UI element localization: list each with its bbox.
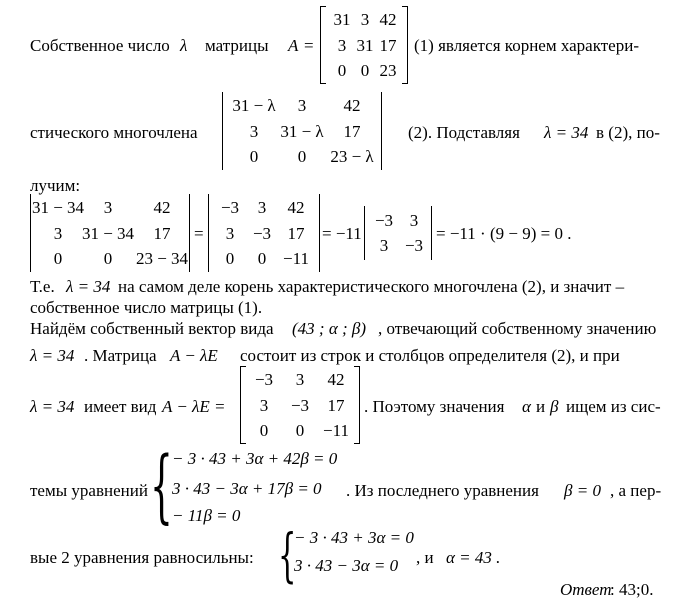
lambda-eq-l2: λ = 34 bbox=[544, 123, 589, 142]
text-l1a: Собственное число bbox=[30, 36, 170, 55]
text-l7a: Найдём собственный вектор вида bbox=[30, 319, 274, 338]
matrix-a-cell: 42 bbox=[379, 10, 397, 29]
equals-l1: = bbox=[304, 36, 314, 55]
det2-cell: 31 − λ bbox=[280, 122, 324, 141]
text-l10a: темы уравнений bbox=[30, 481, 148, 500]
answer-value: : 43;0. bbox=[610, 580, 654, 599]
matrix-m-cell: 0 bbox=[295, 421, 305, 440]
det3-cell: 42 bbox=[153, 198, 171, 217]
text-l2d: в (2), по- bbox=[596, 123, 660, 142]
beta-zero: β = 0 bbox=[564, 481, 601, 500]
matrix-a-cell: 3 bbox=[360, 10, 370, 29]
det2-cell: 0 bbox=[249, 147, 259, 166]
det3-cell: 23 − 34 bbox=[135, 249, 189, 268]
det2-cell: 17 bbox=[343, 122, 361, 141]
equals-minus-11: = −11 bbox=[322, 224, 362, 243]
det2-cell: 3 bbox=[297, 96, 307, 115]
det4-cell: 3 bbox=[225, 224, 235, 243]
text-l2a: стического многочлена bbox=[30, 123, 198, 142]
determinant-5 bbox=[364, 206, 432, 260]
text-l8a: . Матрица bbox=[84, 346, 157, 365]
matrix-name-a: A bbox=[288, 36, 299, 55]
matrix-m-cell: −3 bbox=[254, 370, 274, 389]
matrix-a-cell: 17 bbox=[379, 36, 397, 55]
text-l9b: . Поэтому значения bbox=[364, 397, 505, 416]
determinant-4 bbox=[208, 194, 320, 272]
determinant-3 bbox=[30, 194, 190, 272]
det4-cell: 3 bbox=[257, 198, 267, 217]
matrix-m-cell: 3 bbox=[295, 370, 305, 389]
lambda-l1: λ bbox=[180, 36, 188, 55]
text-l11b: , и bbox=[416, 548, 434, 567]
lambda-eq-l8: λ = 34 bbox=[30, 346, 75, 365]
determinant-2 bbox=[222, 92, 382, 170]
system-brace-2: { bbox=[278, 521, 297, 589]
system1-eq: 3 · 43 − 3α + 17β = 0 bbox=[172, 479, 322, 498]
lambda-eq-l9: λ = 34 bbox=[30, 397, 75, 416]
det4-cell: 42 bbox=[287, 198, 305, 217]
text-l9c: ищем из сис- bbox=[566, 397, 661, 416]
matrix-a-cell: 23 bbox=[379, 61, 397, 80]
matrix-m-cell: 0 bbox=[259, 421, 269, 440]
det5-cell: 3 bbox=[409, 211, 419, 230]
det3-cell: 31 − 34 bbox=[81, 224, 135, 243]
text-l9a: имеет вид bbox=[84, 397, 157, 416]
det4-cell: 17 bbox=[287, 224, 305, 243]
text-l7b: , отвечающий собственному значению bbox=[378, 319, 657, 338]
text-l10d: , а пер- bbox=[610, 481, 662, 500]
matrix-a-minus-le: A − λE bbox=[170, 346, 218, 365]
text-l10b: . Из последнего уравнения bbox=[346, 481, 539, 500]
det3-cell: 0 bbox=[53, 249, 63, 268]
answer-label: Ответ bbox=[560, 580, 612, 599]
matrix-a-minus-le-eq: A − λE = bbox=[162, 397, 226, 416]
det2-cell: 23 − λ bbox=[330, 147, 374, 166]
text-l5: Т.е. bbox=[30, 277, 55, 296]
det4-cell: −3 bbox=[220, 198, 240, 217]
text-l1b: матрицы bbox=[205, 36, 269, 55]
det5-cell: −3 bbox=[404, 236, 424, 255]
alpha-symbol: α bbox=[522, 397, 531, 416]
matrix-m-cell: −11 bbox=[323, 421, 349, 440]
system1-eq: − 3 · 43 + 3α + 42β = 0 bbox=[172, 449, 338, 468]
det2-cell: 42 bbox=[343, 96, 361, 115]
matrix-m-cell: 42 bbox=[327, 370, 345, 389]
lambda-eq-l5: λ = 34 bbox=[66, 277, 111, 296]
det5-cell: −3 bbox=[374, 211, 394, 230]
system-equations-2 bbox=[294, 528, 424, 578]
text-l3: лучим: bbox=[30, 176, 81, 195]
matrix-a-cell: 0 bbox=[360, 61, 370, 80]
alpha-eq-43: α = 43 . bbox=[446, 548, 501, 567]
text-l6: собственное число матрицы (1). bbox=[30, 298, 263, 317]
system-equations-1 bbox=[172, 449, 352, 529]
vector-form: (43 ; α ; β) bbox=[292, 319, 367, 338]
system1-eq: − 11β = 0 bbox=[172, 506, 241, 525]
system2-eq: 3 · 43 − 3α = 0 bbox=[294, 556, 399, 575]
text-l1c: (1) является корнем характери- bbox=[414, 36, 639, 55]
text-and: и bbox=[536, 397, 546, 416]
text-l11a: вые 2 уравнения равносильны: bbox=[30, 548, 254, 567]
matrix-a-cell: 31 bbox=[333, 10, 351, 29]
text-l2b: (2). Подставляя bbox=[408, 123, 520, 142]
det5-cell: 3 bbox=[379, 236, 389, 255]
matrix-a-minus-le-values bbox=[240, 366, 360, 444]
matrix-a bbox=[320, 6, 408, 84]
det4-cell: −11 bbox=[283, 249, 309, 268]
beta-symbol: β bbox=[550, 397, 559, 416]
det2-cell: 31 − λ bbox=[232, 96, 276, 115]
det3-cell: 3 bbox=[53, 224, 63, 243]
det3-cell: 0 bbox=[103, 249, 113, 268]
det2-cell: 3 bbox=[249, 122, 259, 141]
det2-cell: 0 bbox=[297, 147, 307, 166]
matrix-a-cell: 0 bbox=[337, 61, 347, 80]
text-l8b: состоит из строк и столбцов определителя (2), и при bbox=[240, 346, 620, 365]
text-l5b: на самом деле корень характеристического многочлена (2), и значит – bbox=[118, 277, 625, 296]
matrix-a-cell: 31 bbox=[356, 36, 374, 55]
system-brace-1: { bbox=[150, 439, 173, 532]
det3-cell: 31 − 34 bbox=[31, 198, 85, 217]
det4-cell: 0 bbox=[225, 249, 235, 268]
matrix-m-cell: −3 bbox=[290, 396, 310, 415]
matrix-a-cell: 3 bbox=[337, 36, 347, 55]
system2-eq: − 3 · 43 + 3α = 0 bbox=[294, 528, 414, 547]
det4-cell: −3 bbox=[252, 224, 272, 243]
det3-cell: 3 bbox=[103, 198, 113, 217]
det4-cell: 0 bbox=[257, 249, 267, 268]
text-l4-tail: = −11 · (9 − 9) = 0 . bbox=[436, 224, 572, 243]
equals-l4: = bbox=[194, 224, 204, 243]
matrix-m-cell: 3 bbox=[259, 396, 269, 415]
matrix-m-cell: 17 bbox=[327, 396, 345, 415]
det3-cell: 17 bbox=[153, 224, 171, 243]
